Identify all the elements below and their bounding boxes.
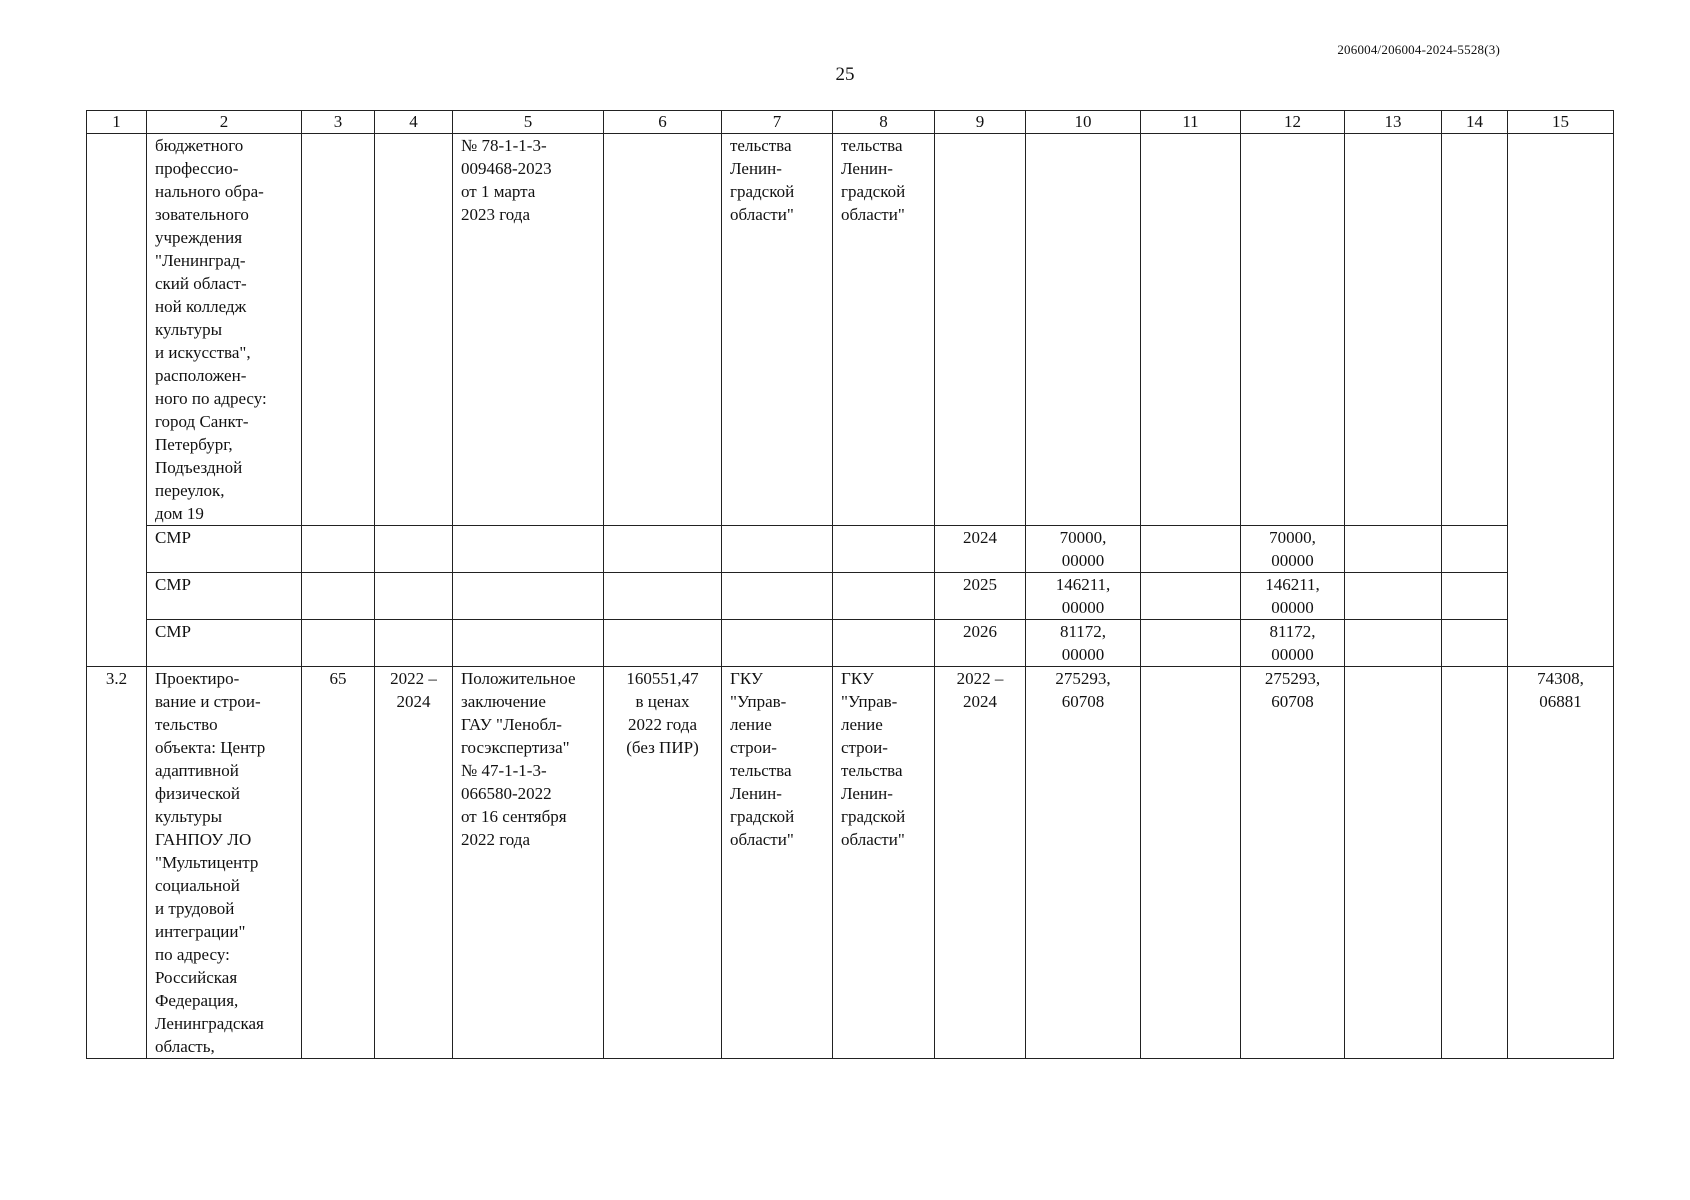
table-cell [1442, 573, 1508, 620]
column-header: 12 [1241, 111, 1345, 134]
table-cell [722, 573, 833, 620]
table-cell [935, 134, 1026, 526]
table-cell [375, 526, 453, 573]
table-cell [375, 620, 453, 667]
table-cell [302, 573, 375, 620]
table-cell [87, 134, 147, 667]
table-cell [604, 573, 722, 620]
column-header: 3 [302, 111, 375, 134]
column-header: 7 [722, 111, 833, 134]
table-cell [722, 526, 833, 573]
item-number: 3.2 [87, 667, 147, 1059]
capacity-value: 65 [302, 667, 375, 1059]
column-header-row [87, 111, 1614, 134]
smr-amount-regional: 81172, 00000 [1241, 620, 1345, 667]
column-header: 2 [147, 111, 302, 134]
table-cell [375, 134, 453, 526]
table-cell [1508, 134, 1614, 667]
smr-label: СМР [147, 526, 302, 573]
table-cell [1141, 134, 1241, 526]
developer: тельства Ленин- градской области" [833, 134, 935, 526]
smr-year: 2025 [935, 573, 1026, 620]
customer: тельства Ленин- градской области" [722, 134, 833, 526]
amount-total: 275293, 60708 [1026, 667, 1141, 1059]
column-header: 14 [1442, 111, 1508, 134]
table-row-smr [87, 526, 1614, 573]
column-header: 11 [1141, 111, 1241, 134]
object-description: бюджетного профессио- нального обра- зовательного учреждения "Ленинград- ский област- ной колледж культуры и искусства", расположен- ного по адресу: город Санкт- Петербург, Подъездной переулок, дом 19 [147, 134, 302, 526]
amount-col-15: 74308, 06881 [1508, 667, 1614, 1059]
smr-year: 2024 [935, 526, 1026, 573]
table-row-smr [87, 573, 1614, 620]
table-cell [453, 526, 604, 573]
expertise-conclusion: Положительное заключение ГАУ "Ленобл- госэкспертиза" № 47-1-1-3- 066580-2022 от 16 сентября 2022 года [453, 667, 604, 1059]
table-cell [1141, 573, 1241, 620]
table-cell [1141, 620, 1241, 667]
financing-period: 2022 – 2024 [935, 667, 1026, 1059]
table-cell [453, 620, 604, 667]
smr-label: СМР [147, 573, 302, 620]
table-cell [375, 573, 453, 620]
object-description: Проектиро- вание и строи- тельство объекта: Центр адаптивной физической культуры ГАНПОУ ЛО "Мультицентр социальной и трудовой интеграции" по адресу: Российская Федерация, Ленинградская область, [147, 667, 302, 1059]
column-header: 6 [604, 111, 722, 134]
document-id: 206004/206004-2024-5528(3) [1337, 42, 1500, 57]
column-header: 5 [453, 111, 604, 134]
table-cell [1026, 134, 1141, 526]
table-cell [1345, 134, 1442, 526]
table-cell [302, 134, 375, 526]
developer: ГКУ "Управ- ление строи- тельства Ленин- градской области" [833, 667, 935, 1059]
table-cell [1442, 667, 1508, 1059]
table-cell [1442, 526, 1508, 573]
table-cell [302, 620, 375, 667]
table-cell [1442, 134, 1508, 526]
table-cell [1241, 134, 1345, 526]
construction-period: 2022 – 2024 [375, 667, 453, 1059]
table-cell [1345, 526, 1442, 573]
table-cell [604, 620, 722, 667]
data-table [86, 110, 1614, 1059]
table-cell [1345, 667, 1442, 1059]
smr-amount-total: 81172, 00000 [1026, 620, 1141, 667]
table-cell [302, 526, 375, 573]
table-cell [833, 620, 935, 667]
column-header: 10 [1026, 111, 1141, 134]
table-cell [1345, 620, 1442, 667]
smr-label: СМР [147, 620, 302, 667]
table-cell [604, 134, 722, 526]
column-header: 9 [935, 111, 1026, 134]
smr-amount-regional: 70000, 00000 [1241, 526, 1345, 573]
amount-regional: 275293, 60708 [1241, 667, 1345, 1059]
table-cell [1141, 526, 1241, 573]
smr-amount-total: 146211, 00000 [1026, 573, 1141, 620]
table-row-item-3-2 [87, 667, 1614, 1059]
smr-amount-regional: 146211, 00000 [1241, 573, 1345, 620]
table-cell [833, 573, 935, 620]
smr-year: 2026 [935, 620, 1026, 667]
estimated-cost: 160551,47 в ценах 2022 года (без ПИР) [604, 667, 722, 1059]
table-cell [1141, 667, 1241, 1059]
customer: ГКУ "Управ- ление строи- тельства Ленин- градской области" [722, 667, 833, 1059]
table-cell [722, 620, 833, 667]
column-header: 8 [833, 111, 935, 134]
table-cell [1442, 620, 1508, 667]
table-row-smr [87, 620, 1614, 667]
column-header: 1 [87, 111, 147, 134]
column-header: 4 [375, 111, 453, 134]
table-row-continuation [87, 134, 1614, 526]
page-number: 25 [835, 64, 855, 85]
expertise-conclusion: № 78-1-1-3- 009468-2023 от 1 марта 2023 года [453, 134, 604, 526]
table-cell [1345, 573, 1442, 620]
column-header: 13 [1345, 111, 1442, 134]
table-cell [833, 526, 935, 573]
table-cell [453, 573, 604, 620]
table-cell [604, 526, 722, 573]
smr-amount-total: 70000, 00000 [1026, 526, 1141, 573]
column-header: 15 [1508, 111, 1614, 134]
